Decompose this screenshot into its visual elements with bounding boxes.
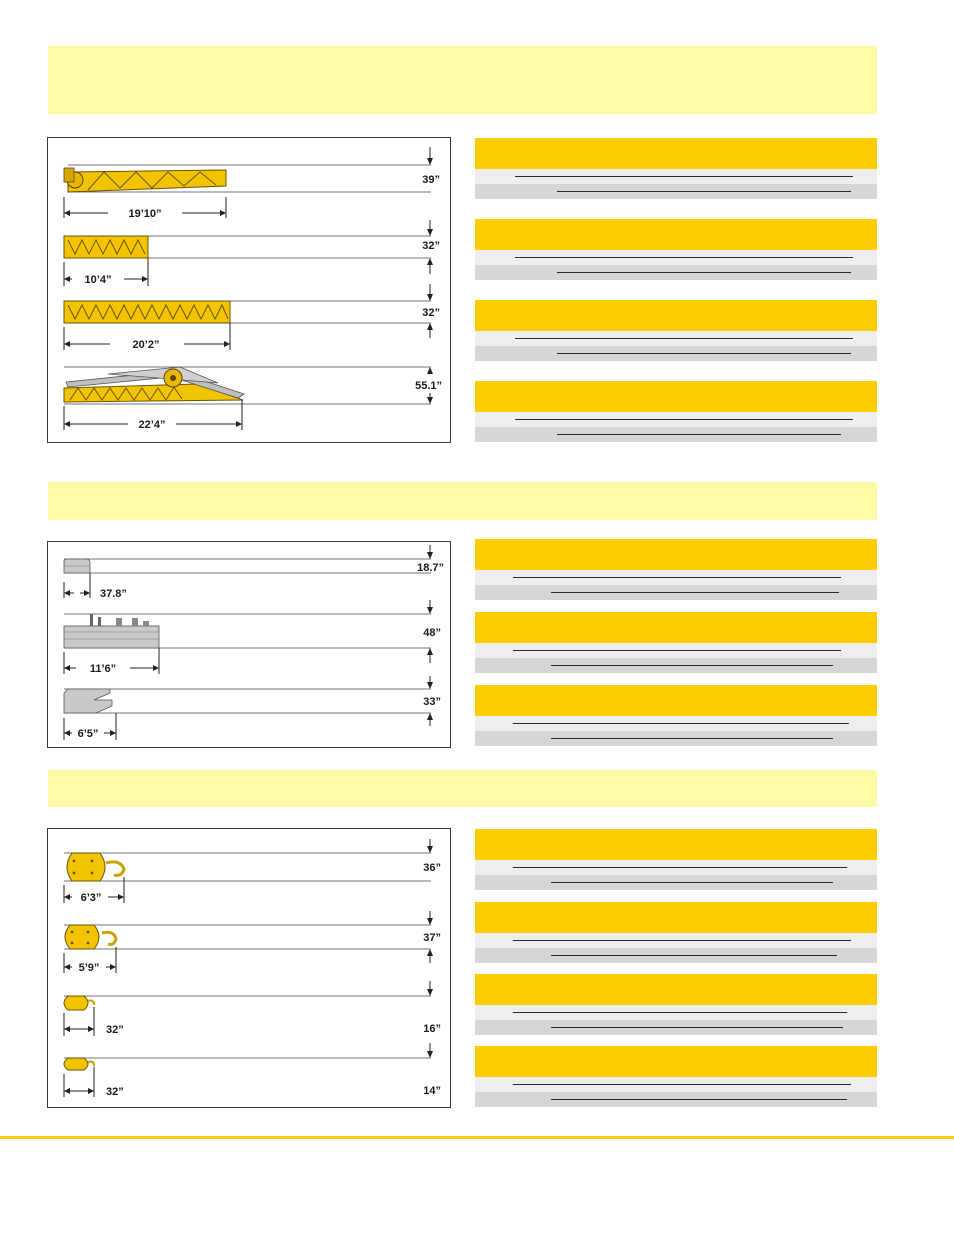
spec-card-header [475,138,877,169]
counterweight-diagram-panel [47,541,451,748]
dimension-length-hb4 [64,1067,94,1097]
spec-row [475,427,877,442]
spec-card-header [475,612,877,643]
spec-row [475,933,877,948]
dimension-height-cw1 [427,545,433,559]
section-header-band-counterweights [48,482,877,520]
spec-card-header [475,539,877,570]
spec-row [475,265,877,280]
spec-card-header [475,829,877,860]
hook-ball-2-length: 32” [106,1086,124,1098]
spec-row [475,169,877,184]
counterweight-diagram [48,542,452,749]
boom-insert-short-length: 10’4” [84,274,112,286]
spec-row [475,570,877,585]
counterweight-tray-height: 48” [423,627,441,639]
hook-block-large-height: 36” [423,862,441,874]
spec-card-11 [475,1046,877,1107]
boom-diagram-panel [47,137,451,443]
spec-row [475,331,877,346]
boom-base-section-illustration [64,165,431,192]
boom-insert-short-height: 32” [422,240,440,252]
boom-top-height: 55.1” [415,380,442,392]
boom-base-length: 19’10” [128,208,162,220]
dimension-height-hb1 [427,839,433,853]
spec-card-9 [475,902,877,963]
spec-row [475,1092,877,1107]
hook-block-medium-length: 5’9” [78,962,100,974]
boom-top-length: 22’4” [138,419,166,431]
spec-card-header [475,219,877,250]
hook-block-large-illustration [64,853,431,881]
spec-row [475,346,877,361]
spec-card-4 [475,381,877,442]
hook-block-medium-height: 37” [423,932,441,944]
boom-insert-long-length: 20’2” [132,339,160,351]
spec-card-2 [475,219,877,280]
spec-row [475,184,877,199]
section-header-band-boom [48,46,877,114]
boom-insert-long-height: 32” [422,307,440,319]
counterweight-block-height: 33” [423,696,441,708]
counterweight-plate-illustration [64,559,431,573]
hook-block-medium-illustration [64,925,431,949]
boom-insert-long-illustration [64,301,431,323]
spec-row [475,1005,877,1020]
spec-row [475,643,877,658]
footer-rule [0,1136,954,1139]
counterweight-tray-length: 11’6” [89,663,117,675]
hook-block-diagram [48,829,452,1109]
hook-ball-2-height: 14” [423,1085,441,1097]
counterweight-block-illustration [64,689,431,713]
spec-row [475,948,877,963]
dimension-height-hb4 [427,1043,433,1058]
spec-row [475,250,877,265]
spec-card-header [475,381,877,412]
dimension-length-cw1 [64,573,90,598]
spec-row [475,860,877,875]
spec-row [475,585,877,600]
spec-card-header [475,902,877,933]
counterweight-plate-height: 18.7” [417,562,444,574]
spec-row [475,412,877,427]
spec-card-3 [475,300,877,361]
spec-card-5 [475,539,877,600]
hook-ball-1-height: 16” [423,1023,441,1035]
spec-card-8 [475,829,877,890]
counterweight-plate-length: 37.8” [100,588,127,600]
boom-insert-short-illustration [64,236,431,258]
spec-card-header [475,974,877,1005]
spec-row [475,716,877,731]
dimension-length-hb3 [64,1007,94,1036]
counterweight-tray-illustration [64,614,431,648]
hook-block-large-length: 6’3” [80,892,102,904]
hook-block-diagram-panel [47,828,451,1108]
spec-row [475,1077,877,1092]
spec-card-header [475,300,877,331]
section-header-band-hook-blocks [48,770,877,807]
boom-top-section-illustration [64,367,431,404]
spec-card-header [475,1046,877,1077]
spec-row [475,731,877,746]
spec-row [475,1020,877,1035]
boom-base-height: 39” [422,174,440,186]
spec-card-7 [475,685,877,746]
spec-card-6 [475,612,877,673]
spec-card-10 [475,974,877,1035]
dimension-height-1 [427,147,433,165]
hook-ball-illustration-1 [64,996,431,1010]
spec-card-header [475,685,877,716]
boom-diagram [48,138,452,444]
hook-ball-1-length: 32” [106,1024,124,1036]
spec-card-1 [475,138,877,199]
hook-ball-illustration-2 [64,1058,431,1070]
spec-row [475,875,877,890]
counterweight-block-length: 6’5” [77,728,99,740]
spec-row [475,658,877,673]
dimension-height-hb3 [427,981,433,996]
